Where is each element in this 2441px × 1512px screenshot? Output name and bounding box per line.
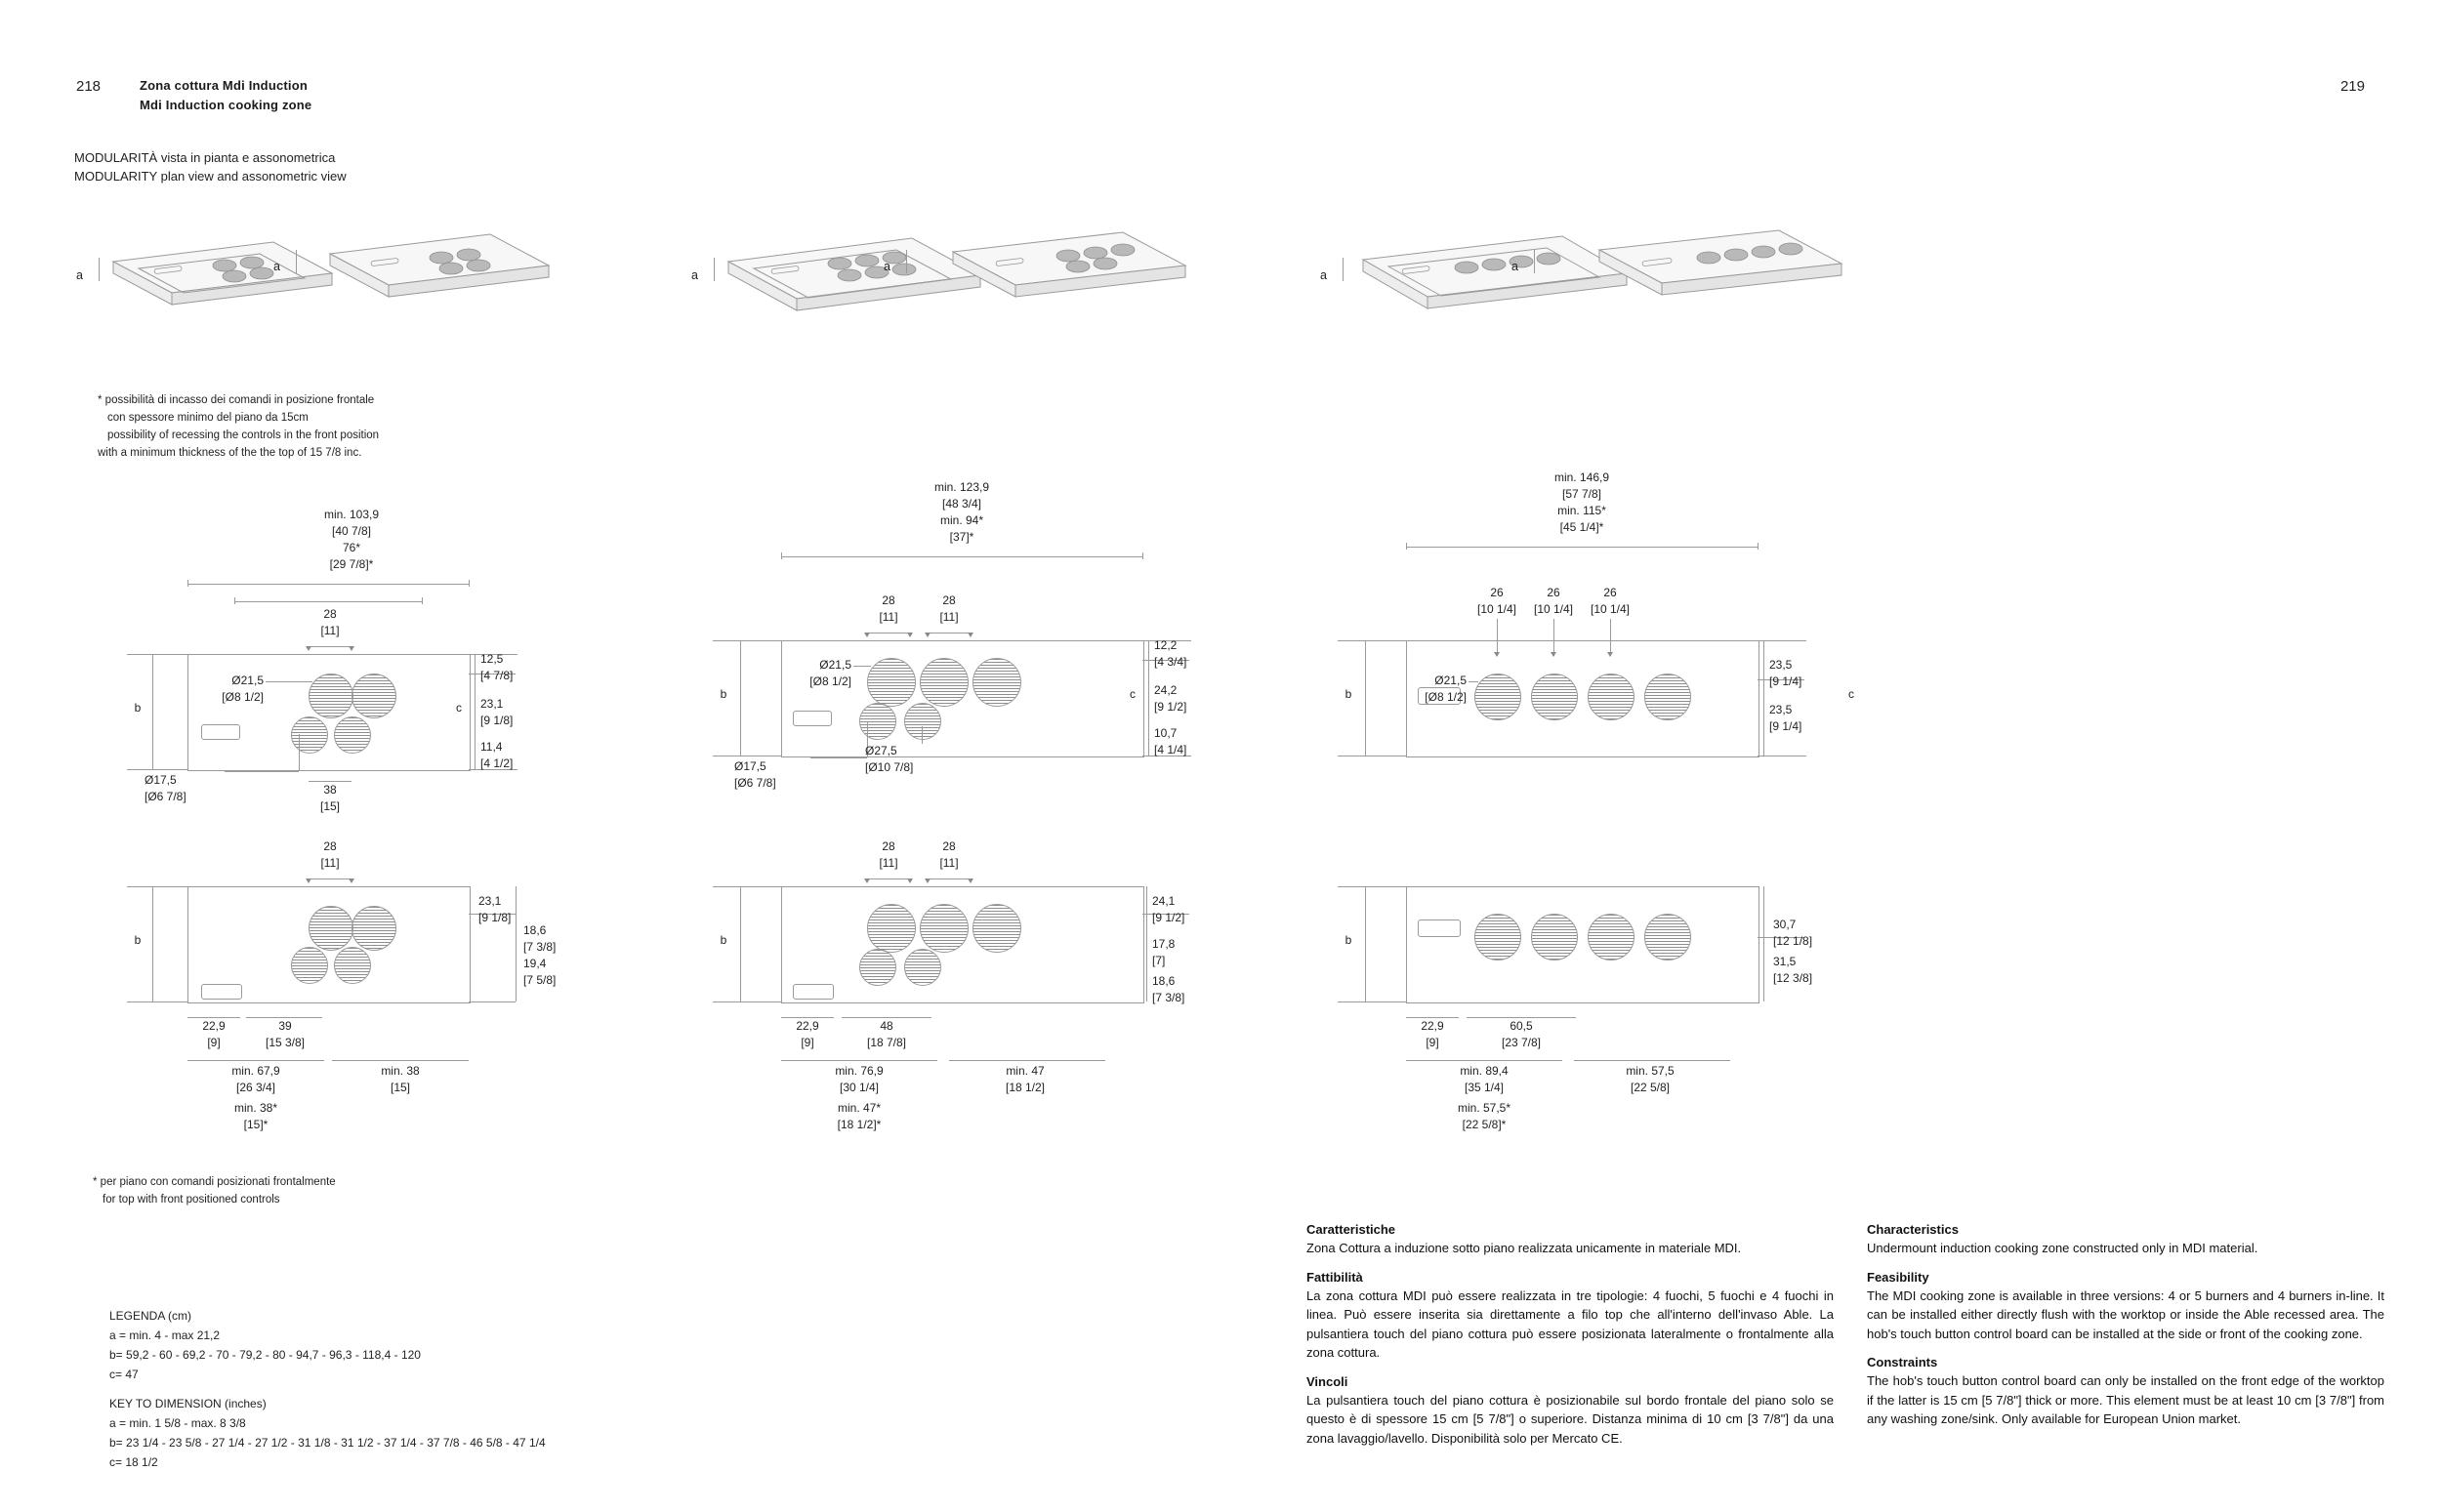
plan3-b-dimline	[1365, 640, 1366, 756]
plan5-f3: min. 47*	[837, 1101, 882, 1115]
plan1-burner-2	[352, 674, 396, 718]
plan4-f1: min. 67,9	[231, 1064, 280, 1078]
plan6-burner-3	[1588, 914, 1634, 960]
plan1-tick-r1	[469, 580, 470, 587]
en-para-1: Undermount induction cooking zone constructed only in MDI material.	[1867, 1241, 2258, 1255]
plan-5-burner	[674, 480, 1240, 802]
plan4-bl-line	[187, 1017, 240, 1018]
plan6-burner-2	[1531, 914, 1578, 960]
plan1-arrow-2	[349, 646, 354, 651]
it-para-3: La pulsantiera touch del piano cottura è posizionabile sul bordo frontale del piano solo se questo è di spessore 15 cm [5 7/8"] o superiore. Distanza minima di 10 cm [3 7/8"] da una zona lavaggio/lavello. Disponibilità solo per Mercato CE.	[1306, 1392, 1834, 1446]
plan5-sp1: 28	[882, 839, 895, 853]
plan6-rd-vline	[1763, 886, 1764, 1001]
plan2-sp2-in: [11]	[939, 610, 959, 624]
plan1-dimline-alt	[234, 601, 422, 602]
plan4-f1-line	[187, 1060, 324, 1061]
plan4-rd2: 18,6	[523, 923, 547, 937]
iso-label-a-6: a	[1511, 260, 1518, 273]
plan1-rd1: 12,5	[480, 652, 504, 666]
plan5-bl: 22,9	[796, 1019, 819, 1033]
legend-it-b: b= 59,2 - 60 - 69,2 - 70 - 79,2 - 80 - 94,7 - 96,3 - 118,4 - 120	[109, 1348, 421, 1362]
plan5-f1-line	[781, 1060, 937, 1061]
plan3-width-alt-in: [45 1/4]*	[1559, 520, 1604, 534]
plan6-bl-line	[1406, 1017, 1459, 1018]
plan2-width-alt: min. 94*	[939, 513, 984, 527]
plan5-f2: min. 47	[1006, 1064, 1045, 1078]
plan2-rd3-in: [4 1/4]	[1154, 743, 1187, 756]
plan1-dia2-in: [Ø6 7/8]	[145, 790, 186, 803]
plan2-width-main: min. 123,9	[933, 480, 990, 494]
plan4-burner-2	[352, 906, 396, 951]
plan-4-inline-front	[1299, 830, 1943, 1152]
plan6-burner-1	[1474, 914, 1521, 960]
plan5-f1-in: [30 1/4]	[839, 1081, 880, 1094]
section-label-it: MODULARITÀ vista in pianta e assonometrica	[74, 150, 336, 165]
plan2-dia1-in: [Ø8 1/2]	[809, 674, 851, 688]
plan1-dia2-leader-h	[225, 771, 299, 772]
plan5-sp2: 28	[942, 839, 956, 853]
plan1-label-b: b	[134, 701, 142, 715]
plan-4-inline	[1299, 470, 1943, 793]
plan3-burner-3	[1588, 674, 1634, 720]
plan4-burner-3	[291, 947, 328, 984]
plan-4-burner-front	[127, 830, 674, 1142]
iso-note-it-1: * possibilità di incasso dei comandi in posizione frontale	[98, 394, 375, 406]
iso-label-a-3: a	[691, 268, 698, 282]
plan1-tick-r2	[422, 597, 423, 604]
plan5-label-b: b	[720, 933, 727, 947]
plan6-f1-in: [35 1/4]	[1464, 1081, 1505, 1094]
plan5-bm-line	[842, 1017, 931, 1018]
plan4-rd2-in: [7 3/8]	[523, 940, 557, 954]
iso-label-a-2: a	[273, 260, 280, 273]
plan5-bl-line	[781, 1017, 834, 1018]
plan6-ext-l-bot	[1338, 1001, 1406, 1002]
plan3-width-main: min. 146,9	[1553, 470, 1610, 484]
plan6-f2: min. 57,5	[1626, 1064, 1675, 1078]
plan4-f3-in: [15]*	[243, 1118, 269, 1131]
plan5-f2-in: [18 1/2]	[1005, 1081, 1046, 1094]
plan2-dia3: Ø27,5	[865, 744, 897, 757]
plan3-sp2-in: [10 1/4]	[1533, 602, 1574, 616]
plan3-rd-vline	[1763, 640, 1764, 756]
legend-en-a: a = min. 1 5/8 - max. 8 3/8	[109, 1416, 246, 1430]
plan4-b-dimline	[152, 886, 153, 1001]
plan4-ext-l-bot	[127, 1001, 187, 1002]
plan6-bm-line	[1467, 1017, 1576, 1018]
plan2-dia1: Ø21,5	[819, 658, 851, 672]
plan5-burner-1	[867, 904, 916, 953]
plan4-touch-control[interactable]	[201, 984, 242, 1000]
en-para-2: The MDI cooking zone is available in three versions: 4 or 5 burners and 4 burners in-line. It can be installed either directly flush with the worktop or inside the Able recessed area. The hob's touch button control board can be installed at the side or front of the cooking zone.	[1867, 1287, 2384, 1341]
plan1-ext-l-bot	[127, 769, 187, 770]
plan4-f2-in: [15]	[390, 1081, 410, 1094]
plan6-f2-line	[1574, 1060, 1730, 1061]
plan6-bm: 60,5	[1510, 1019, 1533, 1033]
plan4-bm-in: [15 3/8]	[265, 1036, 306, 1049]
plan2-label-c: c	[1130, 687, 1136, 701]
plan2-dia1-leader	[853, 666, 871, 667]
plan3-dia1-in: [Ø8 1/2]	[1425, 690, 1467, 704]
plan4-bl-in: [9]	[207, 1036, 221, 1049]
plan1-burner-1	[309, 674, 353, 718]
plan1-arrow-1	[306, 646, 311, 651]
plan3-sp3-in: [10 1/4]	[1590, 602, 1631, 616]
plan2-dia2-leader-h	[810, 757, 867, 758]
plan3-rd2: 23,5	[1769, 703, 1793, 716]
plan2-burner-2	[920, 658, 969, 707]
plan2-burner-1	[867, 658, 916, 707]
plan5-burner-3	[972, 904, 1021, 953]
plan4-bm-line	[246, 1017, 322, 1018]
text-column-en	[1867, 1222, 2384, 1441]
iso-label-a-5: a	[1320, 268, 1327, 282]
plan6-b-dimline	[1365, 886, 1366, 1001]
plan3-dia1-leader	[1469, 681, 1478, 682]
iso-view-4-inline	[1338, 232, 1845, 359]
plan4-rd1: 23,1	[478, 894, 502, 908]
plan5-bm: 48	[880, 1019, 893, 1033]
plan3-sp3: 26	[1603, 586, 1617, 599]
plan5-arrow-1	[864, 879, 870, 883]
plan1-dia2-leader-v	[299, 734, 300, 771]
iso-dim-line-3	[714, 258, 715, 281]
legend-en-c: c= 18 1/2	[109, 1455, 158, 1469]
plan3-burner-1	[1474, 674, 1521, 720]
plan6-bm-in: [23 7/8]	[1501, 1036, 1542, 1049]
plan3-rd2-in: [9 1/4]	[1769, 719, 1802, 733]
iso-note-en-1: possibility of recessing the controls in the front position	[107, 429, 380, 441]
plan1-rd2: 23,1	[480, 697, 504, 711]
page-title-it: Zona cottura Mdi Induction	[140, 78, 309, 93]
iso-label-a-4: a	[884, 260, 890, 273]
plan1-rd3: 11,4	[480, 740, 503, 754]
plan5-bl-in: [9]	[801, 1036, 814, 1049]
plan6-rd2: 31,5	[1773, 955, 1797, 968]
plan2-rd3: 10,7	[1154, 726, 1178, 740]
plan4-rd3: 19,4	[523, 957, 547, 970]
plan2-dia2-in: [Ø6 7/8]	[734, 776, 776, 790]
plan5-arrow-3	[925, 879, 931, 883]
iso-view-5-burner	[703, 232, 1211, 359]
plan2-width-main-in: [48 3/4]	[941, 497, 982, 511]
plan1-rd-vline	[475, 654, 476, 769]
plan1-touch-control[interactable]	[201, 724, 240, 740]
plan5-sp1-in: [11]	[879, 856, 898, 870]
plan5-burner-4	[859, 949, 896, 986]
plan5-worktop-outline	[781, 886, 1144, 1003]
en-heading-1: Characteristics	[1867, 1222, 1959, 1237]
plan1-rd1-in: [4 7/8]	[480, 669, 514, 682]
plan4-label-b: b	[134, 933, 142, 947]
plan6-burner-4	[1644, 914, 1691, 960]
plan1-width-alt-in: [29 7/8]*	[329, 557, 374, 571]
plan5-arrow-2	[907, 879, 913, 883]
plan2-b-dimline	[740, 640, 741, 756]
it-heading-3: Vincoli	[1306, 1373, 1348, 1389]
plan3-sp2: 26	[1547, 586, 1560, 599]
plan5-f2-line	[949, 1060, 1105, 1061]
plan2-dia3-leader	[922, 726, 923, 744]
plan5-ext-l-bot	[713, 1001, 781, 1002]
plan6-touch-control[interactable]	[1418, 919, 1461, 937]
plan3-burner-2	[1531, 674, 1578, 720]
iso-label-a-1: a	[76, 268, 83, 282]
plan3-ext-r-top	[1758, 640, 1806, 641]
plan1-width-main: min. 103,9	[323, 508, 380, 521]
plan3-label-b: b	[1345, 687, 1352, 701]
legend-title-it: LEGENDA (cm)	[109, 1309, 192, 1323]
plan4-f3: min. 38*	[233, 1101, 278, 1115]
plan6-f1: min. 89,4	[1460, 1064, 1509, 1078]
plan6-worktop-outline	[1406, 886, 1759, 1003]
plan6-f2-in: [22 5/8]	[1630, 1081, 1671, 1094]
plan4-f2: min. 38	[381, 1064, 420, 1078]
plan6-rd1: 30,7	[1773, 918, 1797, 931]
plan5-sp2-in: [11]	[939, 856, 959, 870]
text-column-it	[1306, 1222, 1834, 1459]
iso-dim-line-5	[1343, 258, 1344, 281]
plan6-rd1-in: [12 1/8]	[1773, 934, 1813, 948]
plan1-tick-l2	[234, 597, 235, 604]
plan2-arrow-3	[925, 633, 931, 637]
iso-dim-line-1	[99, 258, 100, 281]
front-note-it: * per piano con comandi posizionati frontalmente	[93, 1176, 336, 1188]
plan6-label-b: b	[1345, 933, 1352, 947]
plan1-ext-l-top	[127, 654, 187, 655]
plan1-bot-dim: 38	[323, 783, 337, 797]
plan6-bl: 22,9	[1421, 1019, 1444, 1033]
plan1-label-c: c	[456, 701, 462, 715]
it-para-1: Zona Cottura a induzione sotto piano realizzata unicamente in materiale MDI.	[1306, 1241, 1742, 1255]
plan5-f1: min. 76,9	[835, 1064, 884, 1078]
plan5-rd1: 24,1	[1152, 894, 1176, 908]
plan4-sp1: 28	[323, 839, 337, 853]
plan1-tick-l1	[187, 580, 188, 587]
plan3-dia1: Ø21,5	[1434, 674, 1467, 687]
plan2-touch-control[interactable]	[793, 711, 832, 726]
plan2-arrow-1	[864, 633, 870, 637]
plan5-b-dimline	[740, 886, 741, 1001]
plan2-rd1: 12,2	[1154, 638, 1178, 652]
plan1-width-alt: 76*	[342, 541, 361, 554]
it-para-2: La zona cottura MDI può essere realizzata in tre tipologie: 4 fuochi, 5 fuochi e 4 fuochi in linea. Può essere inserita sia direttamente a filo top che all'interno dell'invaso Able. La pulsantiera touch del piano cottura può essere posizionata lateralmente o frontalmente alla zona cottura.	[1306, 1287, 1834, 1360]
plan4-bm: 39	[278, 1019, 292, 1033]
plan5-arrow-4	[968, 879, 973, 883]
plan4-arrow-1	[306, 879, 311, 883]
front-note-en: for top with front positioned controls	[103, 1194, 280, 1206]
plan4-bl: 22,9	[202, 1019, 226, 1033]
plan3-sp1: 26	[1490, 586, 1504, 599]
plan6-rd2-in: [12 3/8]	[1773, 971, 1813, 985]
plan1-dia1-leader	[266, 681, 312, 682]
legend-it-c: c= 47	[109, 1368, 139, 1381]
en-heading-2: Feasibility	[1867, 1269, 1929, 1285]
plan1-spacing-in: [11]	[320, 624, 340, 637]
plan1-b-dimline	[152, 654, 153, 769]
plan1-dimline-main	[187, 584, 469, 585]
legend-it-a: a = min. 4 - max 21,2	[109, 1328, 221, 1342]
plan6-f1-line	[1406, 1060, 1562, 1061]
it-heading-1: Caratteristiche	[1306, 1222, 1396, 1237]
plan1-burner-3	[291, 716, 328, 754]
plan2-dia2: Ø17,5	[734, 759, 766, 773]
plan6-bl-in: [9]	[1426, 1036, 1439, 1049]
iso-dim-line-4	[906, 250, 907, 273]
plan2-sp1-in: [11]	[879, 610, 898, 624]
plan2-rd-vline	[1148, 640, 1149, 756]
plan4-burner-1	[309, 906, 353, 951]
page-title-en: Mdi Induction cooking zone	[140, 98, 312, 112]
plan1-spacing-mm: 28	[323, 607, 337, 621]
plan3-label-c: c	[1848, 687, 1854, 701]
plan4-sp1-in: [11]	[320, 856, 340, 870]
plan2-burner-5	[904, 703, 941, 740]
plan1-rd3-in: [4 1/2]	[480, 756, 514, 770]
section-label-en: MODULARITY plan view and assonometric view	[74, 169, 347, 184]
plan2-dia3-in: [Ø10 7/8]	[865, 760, 914, 774]
plan2-arrow-4	[968, 633, 973, 637]
plan5-rd2: 17,8	[1152, 937, 1176, 951]
plan2-rd2-in: [9 1/2]	[1154, 700, 1187, 714]
plan2-sp1: 28	[882, 593, 895, 607]
it-heading-2: Fattibilità	[1306, 1269, 1363, 1285]
plan1-width-main-in: [40 7/8]	[331, 524, 372, 538]
plan4-rd3-in: [7 5/8]	[523, 973, 557, 987]
plan-4-burner	[127, 508, 674, 813]
plan4-rd1-in: [9 1/8]	[478, 911, 512, 924]
page-number-left: 218	[76, 78, 102, 95]
plan3-tick-l1	[1406, 543, 1407, 550]
plan1-rd2-in: [9 1/8]	[480, 714, 514, 727]
plan1-burner-4	[334, 716, 371, 754]
plan3-rd1-in: [9 1/4]	[1769, 674, 1802, 688]
plan5-rd1-in: [9 1/2]	[1152, 911, 1185, 924]
plan5-rd-vline	[1146, 886, 1147, 1001]
plan5-rd2-in: [7]	[1152, 954, 1166, 967]
plan2-burner-4	[859, 703, 896, 740]
plan2-rd1-in: [4 3/4]	[1154, 655, 1187, 669]
plan4-f2-line	[332, 1060, 469, 1061]
legend-en-b: b= 23 1/4 - 23 5/8 - 27 1/4 - 27 1/2 - 31 1/8 - 31 1/2 - 37 1/4 - 37 7/8 - 46 5/8 - 47 1/4	[109, 1436, 546, 1450]
plan4-f1-in: [26 3/4]	[235, 1081, 276, 1094]
en-heading-3: Constraints	[1867, 1355, 1938, 1369]
plan4-rd-vline	[516, 886, 517, 1001]
plan2-tick-l1	[781, 552, 782, 559]
plan2-arrow-2	[907, 633, 913, 637]
plan2-tick-r1	[1142, 552, 1143, 559]
plan5-ext-l-top	[713, 886, 781, 887]
plan1-bot-line	[309, 781, 352, 782]
plan4-arrow-2	[349, 879, 354, 883]
en-para-3: The hob's touch button control board can only be installed on the front edge of the worktop if the latter is 15 cm [5 7/8"] thick or more. This element must be at least 10 cm [3 7/8"] from any washing zone/sink. Only available for European Union market.	[1867, 1373, 2384, 1426]
plan2-rd2: 24,2	[1154, 683, 1178, 697]
plan3-rd1: 23,5	[1769, 658, 1793, 672]
iso-dim-line-6	[1534, 250, 1535, 273]
plan3-width-main-in: [57 7/8]	[1561, 487, 1602, 501]
plan1-dia1: Ø21,5	[231, 674, 264, 687]
plan1-bot-dim-in: [15]	[319, 799, 340, 813]
plan5-bm-in: [18 7/8]	[866, 1036, 907, 1049]
plan4-burner-4	[334, 947, 371, 984]
iso-view-4-burner	[88, 232, 596, 359]
plan-5-burner-front	[674, 830, 1240, 1152]
iso-note-en-2: with a minimum thickness of the the top of 15 7/8 inc.	[98, 447, 362, 459]
plan3-ext-l-top	[1338, 640, 1406, 641]
iso-note-it-2: con spessore minimo del piano da 15cm	[107, 412, 309, 424]
plan2-width-alt-in: [37]*	[949, 530, 974, 544]
plan1-dia2: Ø17,5	[145, 773, 177, 787]
legend-title-en: KEY TO DIMENSION (inches)	[109, 1397, 267, 1410]
plan3-sp1-in: [10 1/4]	[1476, 602, 1517, 616]
plan3-burner-4	[1644, 674, 1691, 720]
plan2-sp2: 28	[942, 593, 956, 607]
iso-dim-line-2	[296, 250, 297, 273]
plan2-burner-3	[972, 658, 1021, 707]
plan6-f3-in: [22 5/8]*	[1462, 1118, 1507, 1131]
plan5-touch-control[interactable]	[793, 984, 834, 1000]
plan3-width-alt: min. 115*	[1557, 504, 1606, 517]
plan5-burner-5	[904, 949, 941, 986]
plan3-dimline-main	[1406, 547, 1758, 548]
plan1-dia1-in: [Ø8 1/2]	[222, 690, 264, 704]
plan6-ext-l-top	[1338, 886, 1406, 887]
plan4-rd-line2	[469, 1001, 516, 1002]
plan2-ext-l-top	[713, 640, 781, 641]
plan5-rd3: 18,6	[1152, 974, 1176, 988]
plan5-f3-in: [18 1/2]*	[837, 1118, 882, 1131]
plan2-label-b: b	[720, 687, 727, 701]
plan1-spacing-line	[309, 646, 352, 647]
plan4-ext-l-top	[127, 886, 187, 887]
plan2-dimline-main	[781, 556, 1142, 557]
plan5-burner-2	[920, 904, 969, 953]
plan6-f3: min. 57,5*	[1457, 1101, 1511, 1115]
page-number-right: 219	[2339, 78, 2365, 95]
plan5-rd3-in: [7 3/8]	[1152, 991, 1185, 1004]
